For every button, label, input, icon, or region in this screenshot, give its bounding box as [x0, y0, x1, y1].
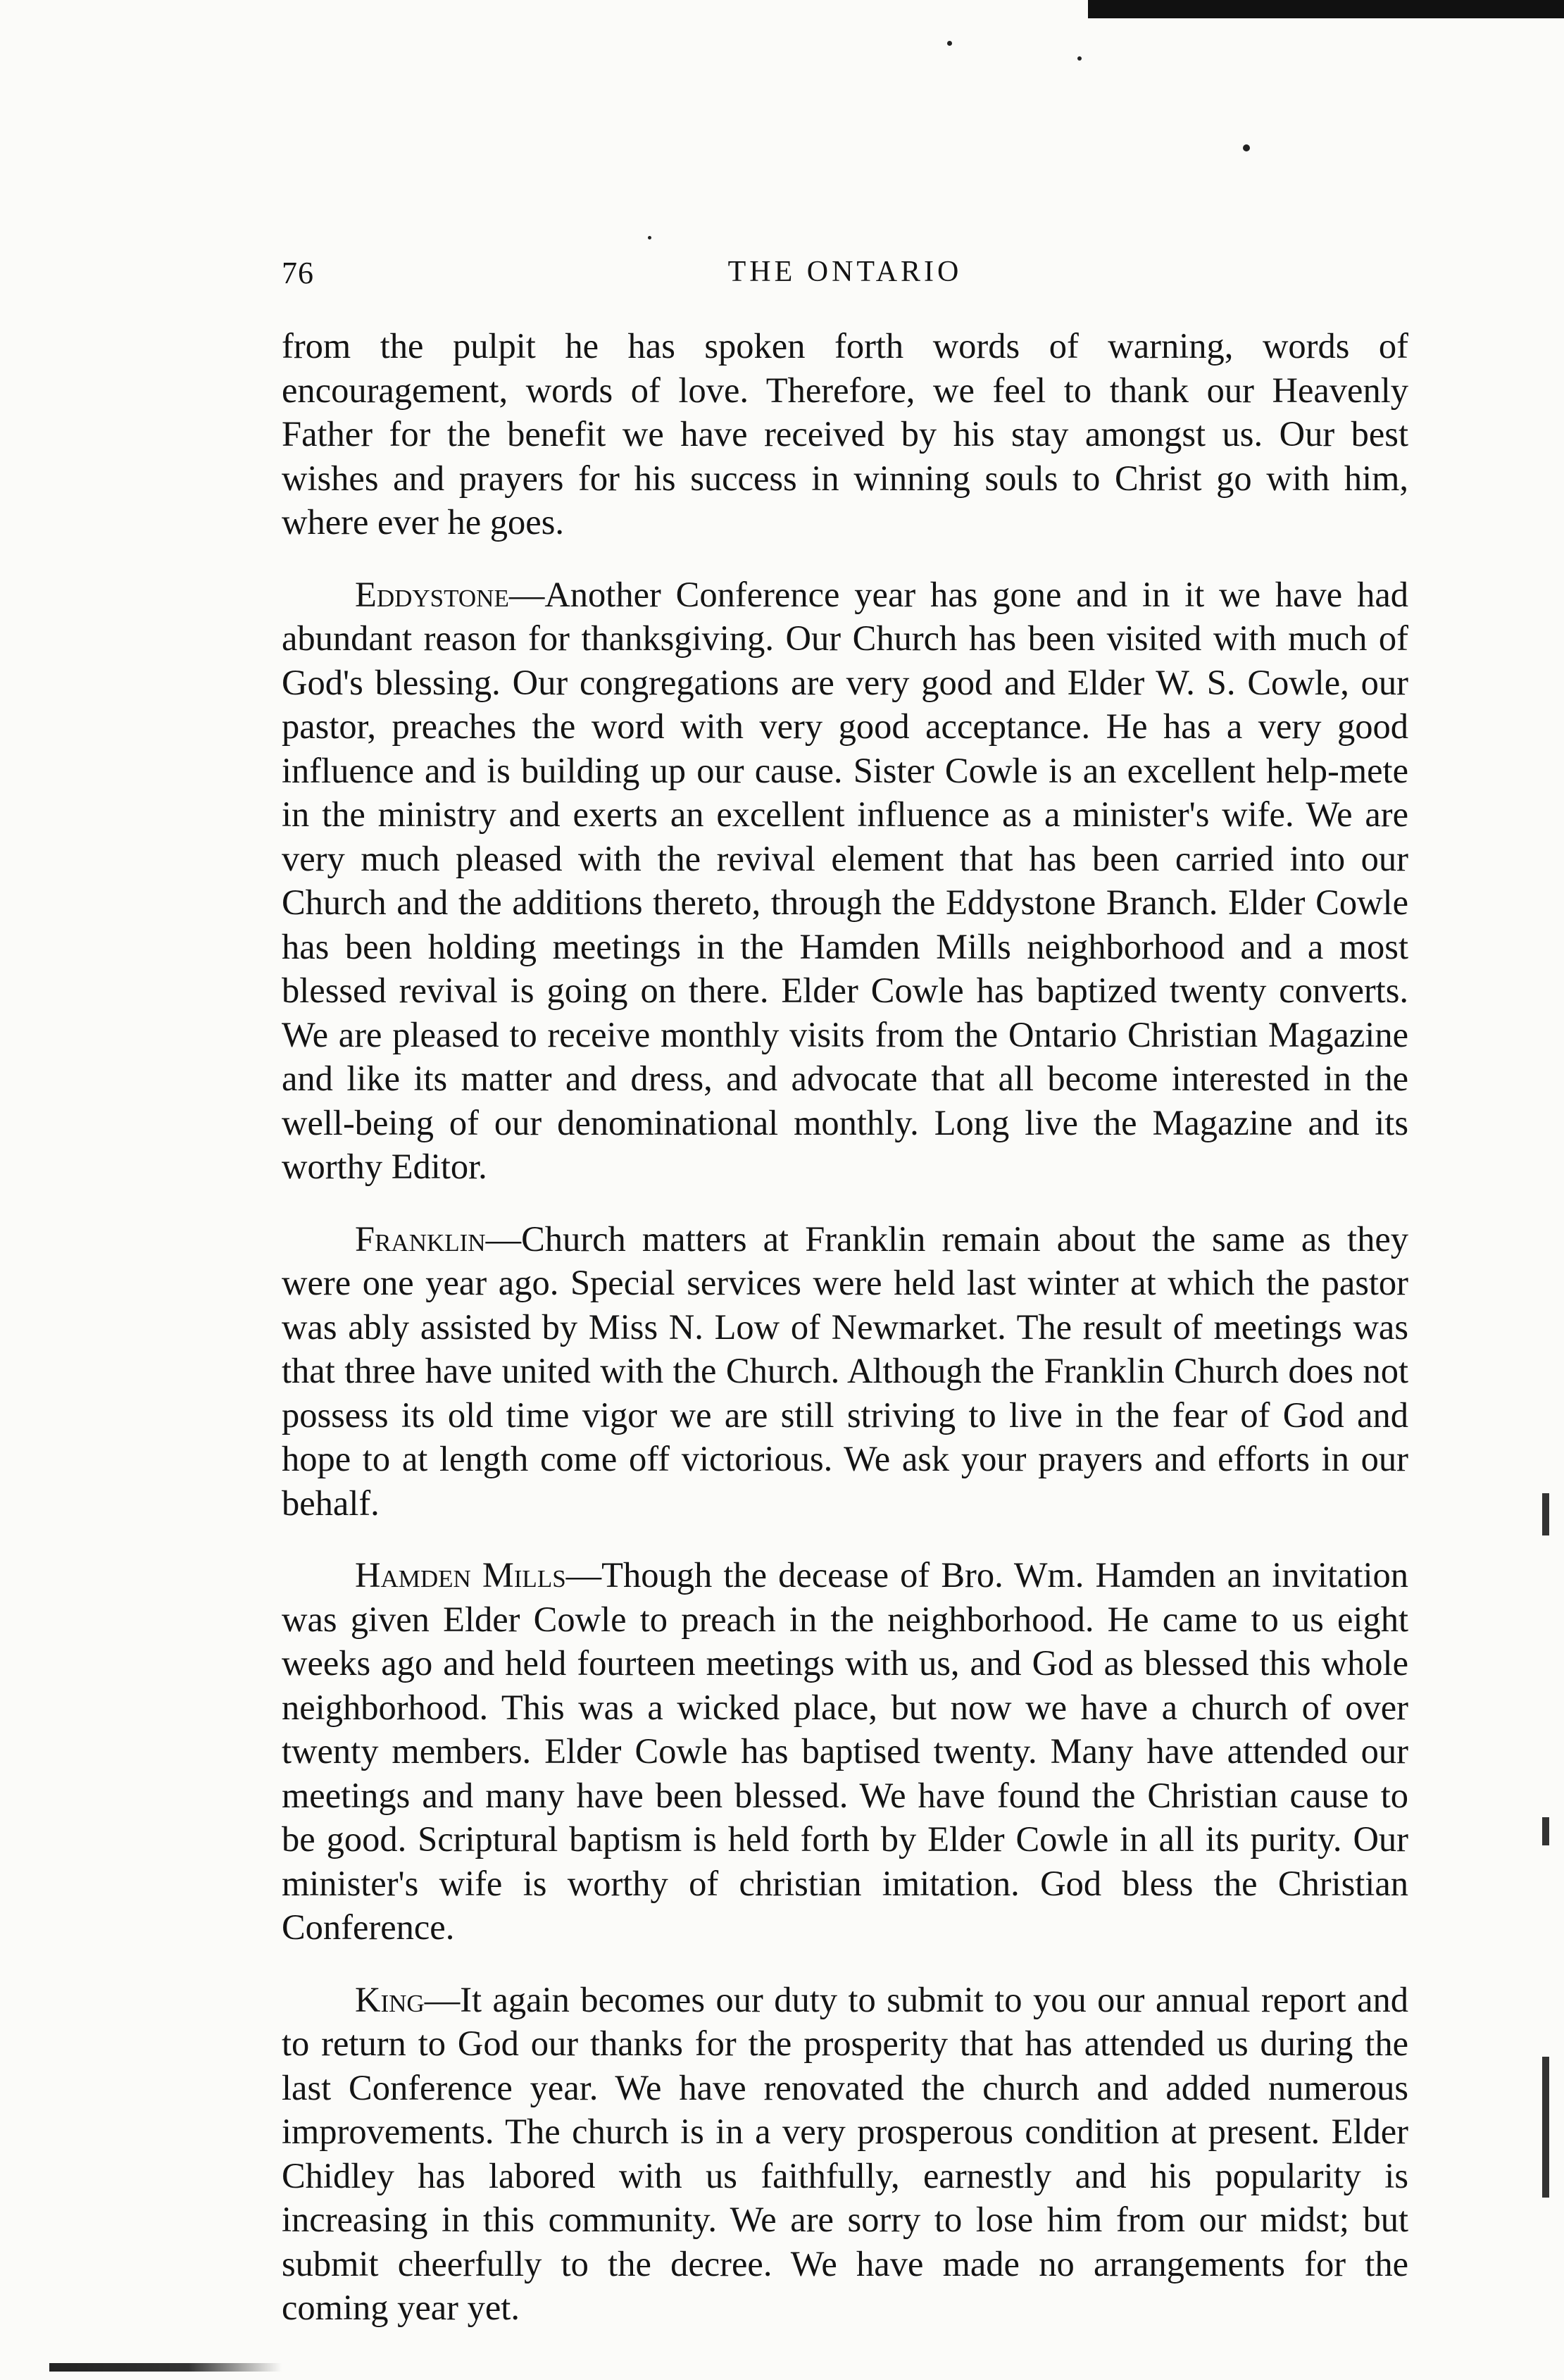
- paragraph-franklin: [282, 1217, 1408, 1526]
- paragraph-text: —It again becomes our duty to submit to you our annual report and to return to God our thanks for the prosperity that has attended us during the last Conference year. We have renovated the church and added numerous improvements. The church is in a very prosperous condition at present. Elder Chidley has labored with us faithfully, earnestly and his popularity is increasing in this community. We are sorry to lose him from our midst; but submit cheerfully to the decree. We have made no arrangements for the coming year yet.: [282, 1979, 1408, 2327]
- section-heading: King: [355, 1979, 425, 2019]
- journal-title: THE ONTARIO: [727, 256, 963, 288]
- paragraph-continuation: [282, 324, 1408, 544]
- scan-speck: [947, 41, 952, 46]
- paragraph-text: —Another Conference year has gone and in it we have had abundant reason for thanksgiving. Our Church has been visited with much of God's blessing. Our congregations are very good and Elder W. S. Cowle, our pastor, preaches the word with very good acceptance. He has a very good influence and is building up our cause. Sister Cowle is an excellent help-mete in the ministry and exerts an excellent influence as a minister's wife. We are very much pleased with the revival element that has been carried into our Church and the additions thereto, through the Eddystone Branch. Elder Cowle has been holding meetings in the Hamden Mills neighborhood and a most blessed revival is going on there. Elder Cowle has baptized twenty converts. We are pleased to receive monthly visits from the Ontario Christian Magazine and like its matter and dress, and advocate that all become interested in the well-being of our denominational monthly. Long live the Magazine and its worthy Editor.: [282, 574, 1408, 1186]
- paragraph-eddystone: [282, 573, 1408, 1189]
- paragraph-text: —Though the decease of Bro. Wm. Hamden an invitation was given Elder Cowle to preach in the neighborhood. He came to us eight weeks ago and held fourteen meetings with us, and God as blessed this whole neighborhood. This was a wicked place, but now we have a church of over twenty members. Elder Cowle has baptised twenty. Many have attended our meetings and many have been blessed. We have found the Christian cause to be good. Scriptural baptism is held forth by Elder Cowle in all its purity. Our minister's wife is worthy of christian imitation. God bless the Christian Conference.: [282, 1555, 1408, 1947]
- paragraph-text: from the pulpit he has spoken forth words of warning, words of encouragement, words of love. Therefore, we feel to thank our Heavenly Father for the benefit we have received by his stay amongst us. Our best wishes and prayers for his success in winning souls to Christ go with him, where ever he goes.: [282, 326, 1408, 542]
- article-body: [282, 324, 1408, 2358]
- section-heading: Franklin: [355, 1219, 486, 1259]
- scan-edge-mark-right: [1542, 1493, 1549, 1535]
- paragraph-text: —Church matters at Franklin remain about the same as they were one year ago. Special services were held last winter at which the pastor was ably assisted by Miss N. Low of Newmarket. The result of meetings was that three have united with the Church. Although the Franklin Church does not possess its old time vigor we are still striving to live in the fear of God and hope to at length come off victorious. We ask your prayers and efforts in our behalf.: [282, 1219, 1408, 1523]
- scan-edge-mark-right: [1542, 2057, 1549, 2198]
- scan-edge-mark-right: [1542, 1817, 1549, 1845]
- scan-speck: [648, 236, 651, 239]
- scan-edge-bar-bottom: [49, 2363, 282, 2372]
- paragraph-hamden-mills: [282, 1553, 1408, 1950]
- scan-edge-bar-top: [1088, 0, 1564, 18]
- running-head: [282, 255, 1408, 297]
- paragraph-king: [282, 1978, 1408, 2330]
- section-heading: Eddystone: [355, 574, 509, 614]
- page-number: 76: [282, 256, 314, 290]
- section-heading: Hamden Mills: [355, 1555, 566, 1595]
- scan-speck: [1077, 56, 1082, 61]
- scan-speck: [1243, 144, 1250, 151]
